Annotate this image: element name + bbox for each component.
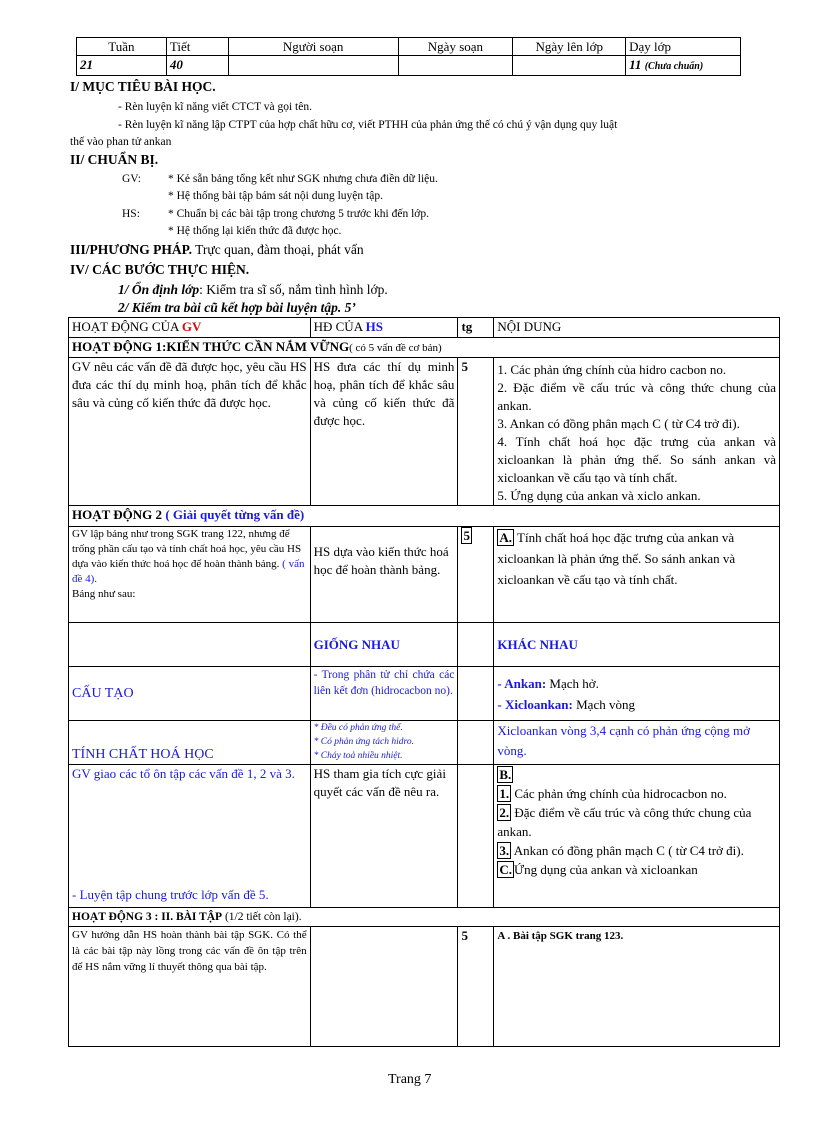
r4-tg: 5 bbox=[458, 927, 494, 1047]
r1-gv: GV nêu các vấn đề đã được học, yêu cầu HS đưa các thí dụ minh hoạ, phân tích để khắc sâu và củng cố kiến thức đã được học. bbox=[69, 358, 311, 506]
r4-noi-dung: A . Bài tập SGK trang 123. bbox=[494, 927, 780, 1047]
sec2-hs-2: * Hệ thống lại kiến thức đã được học. bbox=[168, 225, 342, 237]
header-table bbox=[76, 37, 741, 76]
sec1-line-2: - Rèn luyện kĩ năng lập CTPT của hợp chất hữu cơ, viết PTHH của phản ứng thế có chú ý vận dụng quy luật bbox=[118, 119, 618, 131]
page-number: Trang 7 bbox=[388, 1072, 432, 1087]
r2-noi-dung: A. Tính chất hoá học đặc trưng của ankan và xicloankan là phản ứng thế. So sánh ankan và xicloankan về cấu tạo và tính chất. bbox=[494, 527, 780, 623]
sec1-line-3: thế vào phan tử ankan bbox=[70, 136, 172, 148]
header-col-ngay-len-lop: Ngày lên lớp bbox=[513, 38, 626, 56]
header-col-tiet: Tiết bbox=[166, 38, 228, 56]
sec2-gv-label: GV: bbox=[122, 173, 141, 185]
row-tinh-chat: TÍNH CHẤT HOÁ HỌC bbox=[69, 721, 311, 765]
header-tuan-value: 21 bbox=[77, 56, 167, 76]
r2-tg: 5 bbox=[458, 527, 494, 623]
section-1-title: I/ MỤC TIÊU BÀI HỌC. bbox=[70, 79, 216, 94]
sub-header-giong: GIỐNG NHAU bbox=[310, 623, 458, 667]
col-header-gv: HOẠT ĐỘNG CỦA GV bbox=[69, 318, 311, 338]
activity-2-title: HOẠT ĐỘNG 2 ( Giải quyết từng vấn đề) bbox=[69, 506, 780, 527]
activity-1-title: HOẠT ĐỘNG 1:KIẾN THỨC CẦN NẮM VỮNG( có 5 vấn đề cơ bản) bbox=[69, 338, 780, 358]
section-4-title: IV/ CÁC BƯỚC THỰC HIỆN. bbox=[70, 262, 250, 277]
row-cau-tao: CẤU TẠO bbox=[69, 667, 311, 721]
list-item: 5. Ứng dụng của ankan và xiclo ankan. bbox=[497, 488, 701, 503]
sec4-step-1: 1/ Ổn định lớp: Kiểm tra sĩ số, nắm tình hình lớp. bbox=[118, 282, 388, 297]
list-item: 3. Ankan có đồng phân mạch C ( từ C4 trở đi). bbox=[497, 416, 740, 431]
sec2-gv-1: * Kẻ sẵn bảng tổng kết như SGK nhưng chưa điền dữ liệu. bbox=[168, 173, 438, 185]
sec2-gv-2: * Hệ thống bài tập bám sát nội dung luyện tập. bbox=[168, 190, 383, 202]
section-2-title: II/ CHUẨN BỊ. bbox=[70, 152, 159, 167]
col-header-tg: tg bbox=[458, 318, 494, 338]
r3-noi-dung: B. 1. Các phản ứng chính của hidrocacbon no. 2. Đặc điểm về cấu trúc và công thức chung của ankan. 3. Ankan có đồng phân mạch C ( từ C4 trở đi). C. Ứng dụng của ankan và xicloankan bbox=[494, 765, 780, 908]
cau-tao-giong: - Trong phân tử chỉ chứa các liên kết đơn (hidrocacbon no). bbox=[310, 667, 458, 721]
header-col-tuan: Tuần bbox=[77, 38, 167, 56]
list-item: 2. Đặc điểm về cấu trúc và công thức chung của ankan. bbox=[497, 380, 776, 413]
header-col-day-lop: Dạy lớp bbox=[626, 38, 741, 56]
sec1-line-1: - Rèn luyện kĩ năng viết CTCT và gọi tên. bbox=[118, 101, 312, 113]
main-activity-table bbox=[68, 317, 780, 1047]
r4-gv: GV hướng dẫn HS hoàn thành bài tập SGK. Có thể là các bài tập này lồng trong các vấn đề ôn tập trên để HS nắm vững lí thuyết thông qua bài tập. bbox=[69, 927, 311, 1047]
r3-hs: HS tham gia tích cực giải quyết các vấn đề nêu ra. bbox=[310, 765, 458, 908]
header-lop-value: 11 (Chưa chuẩn) bbox=[626, 56, 741, 76]
sub-header-khac: KHÁC NHAU bbox=[494, 623, 780, 667]
r2-gv: GV lập bảng như trong SGK trang 122, nhưng để trống phần cấu tạo và tính chất hoá học, yêu cầu HS dựa vào kiến thức hoá học để hoàn thành bảng. ( vấn đề 4). Bảng như sau: bbox=[69, 527, 311, 623]
r3-gv: GV giao các tổ ôn tập các vấn đề 1, 2 và 3. - Luyện tập chung trước lớp vấn đề 5. bbox=[69, 765, 311, 908]
list-item: 1. Các phản ứng chính của hidro cacbon no. bbox=[497, 362, 727, 377]
activity-3-title: HOẠT ĐỘNG 3 : II. BÀI TẬP (1/2 tiết còn lại). bbox=[69, 908, 780, 927]
r2-hs: HS dựa vào kiến thức hoá học để hoàn thành bảng. bbox=[310, 527, 458, 623]
header-col-ngay-soan: Ngày soạn bbox=[398, 38, 513, 56]
col-header-noi-dung: NỘI DUNG bbox=[494, 318, 780, 338]
sec2-hs-label: HS: bbox=[122, 208, 140, 220]
r1-noi-dung bbox=[494, 358, 780, 506]
cau-tao-khac: - Ankan: Mạch hở. - Xicloankan: Mạch vòng bbox=[494, 667, 780, 721]
section-3: III/PHƯƠNG PHÁP. Trực quan, đàm thoại, phát vấn bbox=[70, 242, 364, 257]
sec2-hs-1: * Chuẩn bị các bài tập trong chương 5 trước khi đến lớp. bbox=[168, 208, 429, 220]
header-col-nguoi-soan: Người soạn bbox=[228, 38, 398, 56]
tinh-chat-giong: * Đều có phản ứng thế. * Có phản ứng tách hidro. * Cháy toả nhiều nhiệt. bbox=[310, 721, 458, 765]
header-tiet-value: 40 bbox=[166, 56, 228, 76]
sec4-step-2: 2/ Kiểm tra bài cũ kết hợp bài luyện tập. 5’ bbox=[118, 300, 356, 315]
r1-tg: 5 bbox=[458, 358, 494, 506]
r1-hs: HS đưa các thí dụ minh hoạ, phân tích để khắc sâu và củng cố kiến thức đã được học. bbox=[310, 358, 458, 506]
tinh-chat-khac: Xicloankan vòng 3,4 cạnh có phản ứng cộng mở vòng. bbox=[494, 721, 780, 765]
col-header-hs: HĐ CỦA HS bbox=[310, 318, 458, 338]
list-item: 4. Tính chất hoá học đặc trưng của ankan và xicloankan là phản ứng thế. So sánh ankan và xicloankan về cấu tạo và tính chất. bbox=[497, 434, 776, 485]
